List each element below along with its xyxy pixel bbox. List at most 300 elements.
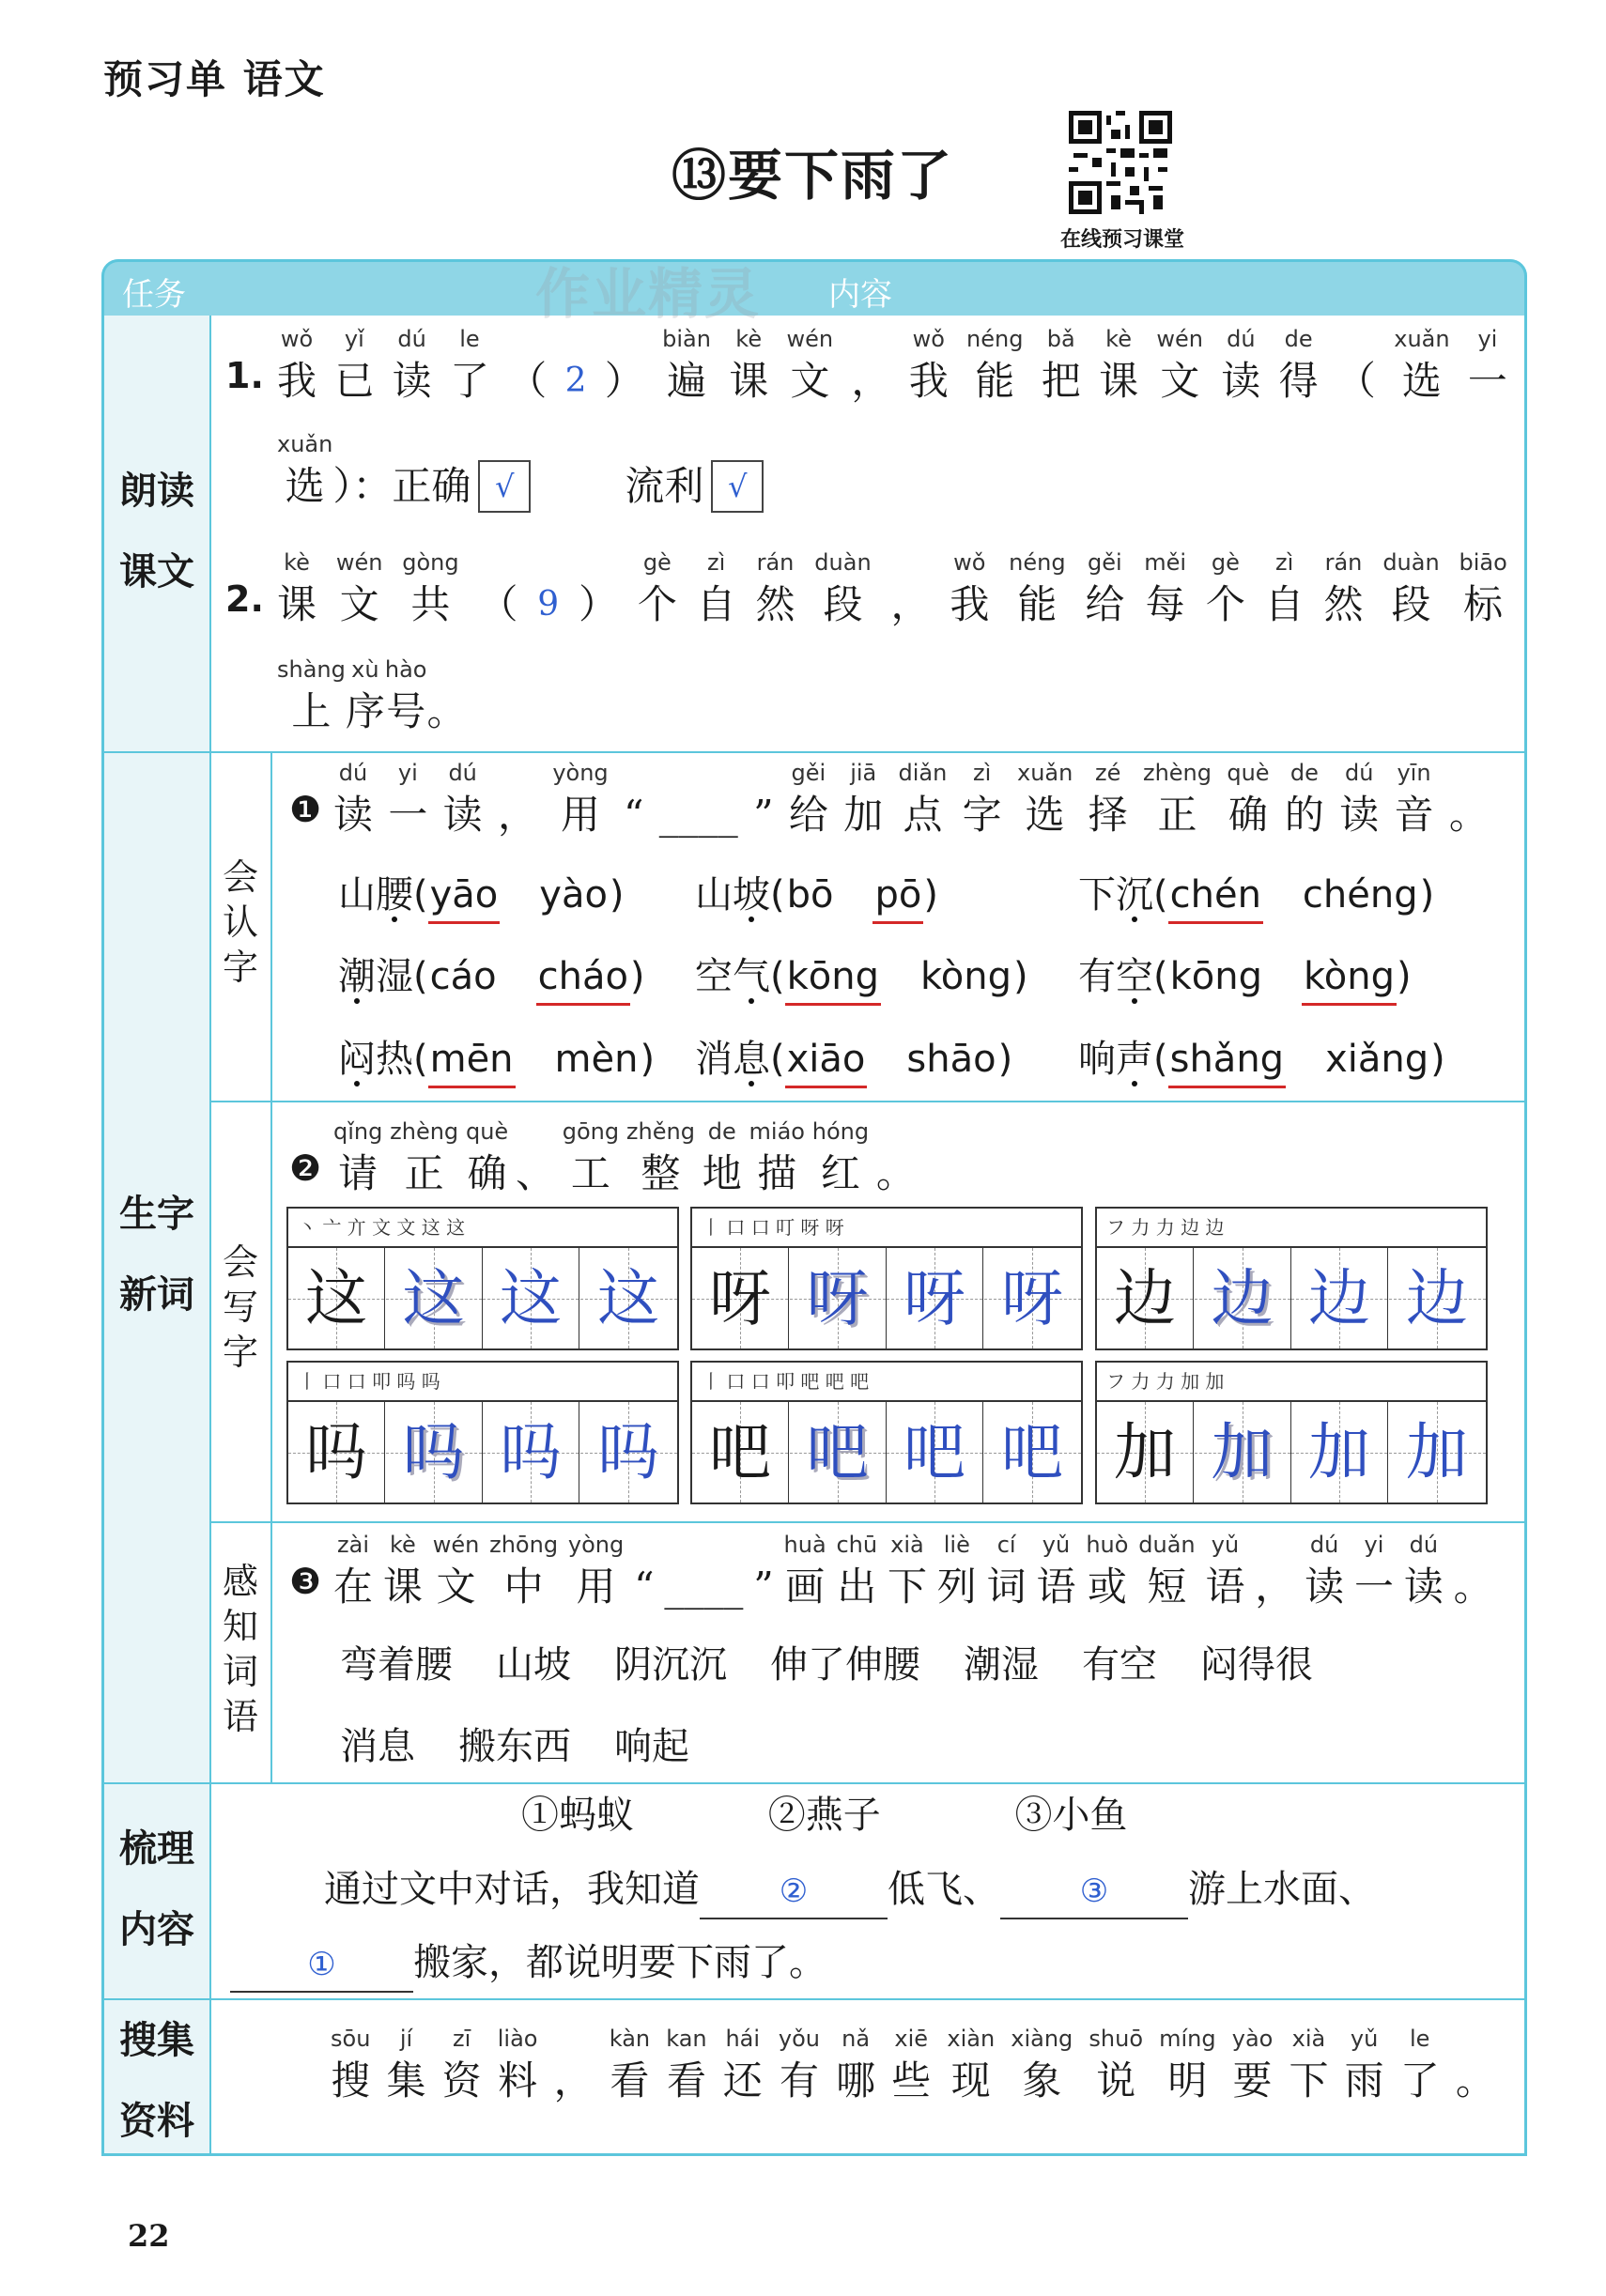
hanzi: 看	[610, 2057, 650, 2103]
trace-char-cell[interactable]	[580, 1248, 677, 1348]
pinyin: xià	[890, 1532, 924, 1558]
pinyin: rán	[756, 549, 795, 576]
glyph	[659, 757, 738, 841]
pinyin: huà	[783, 1532, 826, 1558]
pinyin: de	[707, 1118, 736, 1145]
pinyin: wén	[432, 1532, 480, 1558]
hanzi: 哪	[836, 2057, 876, 2103]
glyph	[336, 547, 383, 631]
reading-option[interactable]: kōng	[1169, 955, 1262, 998]
pinyin: gè	[1211, 549, 1240, 576]
paren: )	[923, 873, 938, 917]
hanzi: 工	[570, 1150, 610, 1196]
glyph	[1017, 757, 1073, 841]
hanzi: 整	[641, 1150, 681, 1196]
char: 吗	[402, 1416, 465, 1488]
glyph	[1382, 547, 1439, 631]
hanzi: ，	[851, 358, 891, 404]
paren: )	[1419, 873, 1435, 917]
hanzi: 用	[560, 792, 600, 838]
dotted-char: 坡	[733, 873, 770, 917]
trace-char-cell[interactable]	[887, 1248, 983, 1348]
glyph	[1336, 323, 1376, 408]
glyph	[787, 323, 834, 408]
stroke-order: フ 力 力 边 边	[1097, 1209, 1486, 1248]
pinyin: yi	[1477, 326, 1498, 352]
content-column-header: 内容	[828, 276, 892, 314]
pinyin: yòng	[567, 1532, 625, 1558]
glyph	[836, 1529, 877, 1613]
paren: (	[770, 955, 785, 998]
glyph	[1089, 2023, 1143, 2107]
paren: )	[997, 1038, 1013, 1081]
fluent-checkbox[interactable]: √	[711, 460, 764, 513]
writing-grid	[1095, 1361, 1488, 1504]
pinyin: gěi	[791, 760, 826, 786]
reading-option[interactable]: bō	[786, 873, 834, 917]
glyph	[1232, 2023, 1274, 2107]
task-collect: 搜集资料	[119, 2019, 194, 2143]
pinyin: xuǎn	[1394, 326, 1450, 352]
hanzi: 还	[722, 2057, 763, 2103]
glyph	[277, 547, 317, 631]
reading-option[interactable]: mēn	[428, 1033, 516, 1088]
word-char: 消	[695, 1038, 733, 1081]
pronunciation-choice	[338, 1033, 655, 1088]
answer-blank-1[interactable]: ②	[700, 1865, 888, 1919]
glyph	[963, 757, 1002, 841]
hanzi: 词	[986, 1564, 1027, 1610]
write-instruction	[333, 1116, 916, 1200]
hanzi: 中	[503, 1564, 544, 1610]
pinyin: dú	[338, 760, 368, 786]
pinyin: yǔ	[1042, 1532, 1071, 1558]
glyph	[478, 547, 517, 631]
hanzi: ，	[1255, 1564, 1295, 1610]
hanzi: ”	[753, 1564, 774, 1610]
glyph	[563, 1116, 619, 1200]
pinyin: néng	[966, 326, 1024, 352]
pinyin: kè	[284, 549, 310, 576]
pronunciation-choice	[338, 950, 645, 1006]
book-header: 预习单 语文	[103, 56, 326, 102]
glyph	[537, 547, 559, 631]
hanzi: ”	[753, 792, 774, 838]
glyph	[836, 2023, 875, 2107]
trace-char-cell[interactable]	[984, 1402, 1081, 1502]
hanzi: 短	[1147, 1564, 1187, 1610]
glyph	[814, 547, 871, 631]
glyph	[333, 1529, 373, 1613]
char: 吧	[709, 1416, 771, 1488]
hanzi: 看	[666, 2057, 706, 2103]
dotted-char: 闷	[338, 1038, 376, 1081]
reading-option[interactable]: yào	[539, 873, 608, 917]
pinyin: xù	[351, 656, 379, 683]
pinyin: biāo	[1459, 549, 1507, 576]
reading-option[interactable]: kòng	[1302, 950, 1397, 1006]
hanzi: 的	[1284, 792, 1324, 838]
hanzi: 文	[790, 358, 830, 404]
divider	[104, 1782, 1524, 1784]
pinyin: miáo	[749, 1118, 805, 1145]
divider	[209, 1521, 1524, 1523]
glyph	[753, 757, 773, 841]
hanzi: 序	[345, 688, 385, 734]
hanzi: 一	[388, 792, 428, 838]
paren: (	[1153, 873, 1168, 917]
glyph	[610, 2023, 650, 2107]
pinyin: duàn	[814, 549, 872, 576]
hanzi: 然	[1323, 581, 1364, 627]
glyph	[666, 2023, 706, 2107]
glyph	[605, 323, 644, 408]
trace-char-cell[interactable]	[1195, 1402, 1291, 1502]
vocab-word: 山坡	[496, 1643, 571, 1687]
divider	[104, 1998, 1524, 2000]
paren: )	[1012, 955, 1028, 998]
hanzi: 列	[936, 1564, 977, 1610]
answer-blank-3[interactable]: ①	[230, 1938, 413, 1993]
hanzi: 能	[1017, 581, 1058, 627]
glyph	[1221, 323, 1260, 408]
glyph	[1099, 323, 1138, 408]
paren: )	[609, 873, 625, 917]
hanzi: 。	[1448, 792, 1489, 838]
hanzi: 自	[1264, 581, 1305, 627]
pinyin: zhèng	[390, 1118, 459, 1145]
hanzi: 了	[449, 358, 489, 404]
glyph	[779, 2023, 820, 2107]
paren: (	[770, 873, 785, 917]
glyph	[466, 1116, 508, 1200]
char: 这	[402, 1262, 465, 1334]
hanzi: 读	[392, 358, 432, 404]
hanzi: ）	[578, 581, 618, 627]
glyph	[1400, 2023, 1440, 2107]
trace-char-cell[interactable]	[483, 1248, 579, 1348]
hanzi: 雨	[1344, 2057, 1384, 2103]
writing-grid	[286, 1207, 679, 1350]
pinyin: hào	[384, 656, 427, 683]
pronunciation-choice	[1078, 869, 1434, 924]
dotted-char: 气	[733, 955, 770, 998]
glyph	[516, 1116, 555, 1200]
qr-code[interactable]	[1069, 111, 1172, 214]
hanzi: 我	[277, 358, 317, 404]
vocab-word: 阴沉沉	[614, 1643, 727, 1687]
glyph	[1339, 757, 1379, 841]
pinyin: cí	[996, 1532, 1016, 1558]
pinyin: qǐng	[333, 1118, 383, 1145]
char: 吧	[903, 1416, 965, 1488]
char: 呀	[1001, 1262, 1063, 1334]
paren: )	[1430, 1038, 1445, 1081]
hanzi: 地	[702, 1150, 742, 1196]
glyph	[385, 654, 427, 738]
reading-option[interactable]: kòng	[920, 955, 1011, 998]
hanzi: 在	[333, 1564, 374, 1610]
reading-option[interactable]: shāo	[906, 1038, 996, 1081]
hanzi: 确	[1228, 792, 1268, 838]
hanzi: 正	[1157, 792, 1197, 838]
trace-char-cell[interactable]	[1389, 1248, 1486, 1348]
vocab-word: 响起	[614, 1725, 689, 1768]
hanzi: 能	[975, 358, 1015, 404]
glyph	[507, 323, 547, 408]
reading-option[interactable]: cáo	[429, 955, 497, 998]
paren: (	[413, 873, 428, 917]
model-char-cell	[288, 1402, 385, 1502]
trace-char-cell[interactable]	[790, 1248, 887, 1348]
vocab-word: 消息	[340, 1725, 415, 1768]
hanzi: 一	[1353, 1564, 1394, 1610]
hanzi: 给	[788, 792, 828, 838]
task-sort: 梳理内容	[119, 1827, 194, 1951]
hanzi: 标	[1463, 581, 1504, 627]
watermark: 作业精灵	[535, 262, 762, 326]
hanzi: 资	[441, 2057, 482, 2103]
answer-blank-2[interactable]: ③	[1000, 1865, 1188, 1919]
perceive-instruction	[333, 1529, 1493, 1613]
glyph	[277, 654, 346, 738]
q1-line	[277, 323, 1507, 408]
glyph	[393, 323, 432, 408]
pinyin: bǎ	[1046, 326, 1075, 352]
pinyin: hóng	[811, 1118, 870, 1145]
glyph	[1354, 1529, 1394, 1613]
hanzi: 遍	[666, 358, 706, 404]
char: 吗	[597, 1416, 659, 1488]
q2-line	[277, 547, 1507, 631]
pinyin: dú	[448, 760, 477, 786]
sort-sentence-2: ① 搬家，都说明要下雨了。	[230, 1936, 826, 1993]
vocab-word: 闷得很	[1200, 1643, 1313, 1687]
pinyin: gěi	[1088, 549, 1122, 576]
paren: (	[413, 1038, 428, 1081]
glyph	[749, 1116, 805, 1200]
glyph	[568, 1529, 624, 1613]
word-list-row-1	[340, 1639, 1356, 1691]
word-char: 山	[338, 873, 376, 917]
glyph	[565, 323, 587, 408]
perceive-number: ❸	[289, 1561, 322, 1602]
pinyin: zhōng	[489, 1532, 559, 1558]
pinyin: yào	[1231, 2026, 1274, 2052]
dotted-char: 空	[1116, 955, 1153, 998]
pinyin: duàn	[1382, 549, 1440, 576]
pinyin: què	[465, 1118, 509, 1145]
glyph	[442, 2023, 482, 2107]
hanzi: 读	[1339, 792, 1380, 838]
trace-char-cell[interactable]	[1291, 1402, 1388, 1502]
stroke-order: 丨 口 口 叮 呀 呀	[692, 1209, 1081, 1248]
reading-option[interactable]: cháo	[536, 950, 630, 1006]
pinyin: gè	[642, 549, 672, 576]
hanzi: 。	[426, 688, 467, 734]
pronunciation-choice	[695, 869, 938, 924]
hanzi: 把	[1041, 358, 1081, 404]
trace-char-cell[interactable]	[887, 1402, 983, 1502]
task-column-header: 任务	[122, 276, 186, 314]
hanzi: 些	[891, 2057, 932, 2103]
reading-option[interactable]: kōng	[785, 950, 881, 1006]
trace-char-cell[interactable]	[790, 1402, 887, 1502]
writing-grid	[690, 1207, 1083, 1350]
reading-option[interactable]: shǎng	[1168, 1033, 1286, 1088]
char: 这	[500, 1262, 562, 1334]
glyph	[753, 1529, 773, 1613]
trace-char-cell[interactable]	[1291, 1248, 1388, 1348]
trace-char-cell[interactable]	[580, 1402, 677, 1502]
reading-option[interactable]: pō	[872, 869, 923, 924]
char: 加	[1308, 1416, 1370, 1488]
correct-checkbox[interactable]: √	[478, 460, 531, 513]
pinyin: gòng	[402, 549, 459, 576]
glyph	[383, 1529, 423, 1613]
pinyin: zài	[337, 1532, 369, 1558]
reading-option[interactable]: xiǎng	[1325, 1038, 1429, 1081]
glyph	[1085, 547, 1124, 631]
pinyin: xiàn	[947, 2026, 996, 2052]
pinyin: dú	[1344, 760, 1374, 786]
glyph	[1089, 757, 1128, 841]
hanzi: 择	[1088, 792, 1128, 838]
hanzi: 课	[1099, 358, 1139, 404]
reading-option[interactable]: yāo	[428, 869, 501, 924]
glyph	[390, 1116, 458, 1200]
pinyin: dú	[1227, 326, 1256, 352]
hanzi: 象	[1022, 2057, 1062, 2103]
glyph	[634, 1529, 654, 1613]
glyph	[388, 757, 427, 841]
task-reading: 朗读课文	[119, 470, 194, 593]
glyph	[1456, 2023, 1495, 2107]
reading-option[interactable]: chén	[1168, 869, 1263, 924]
pinyin: liè	[943, 1532, 970, 1558]
pinyin: yīn	[1397, 760, 1431, 786]
vocab-word: 有空	[1082, 1643, 1157, 1687]
dotted-char: 腰	[376, 873, 413, 917]
word-char: 湿	[376, 955, 413, 998]
char: 加	[1211, 1416, 1274, 1488]
dotted-char: 潮	[338, 955, 376, 998]
word-char: 有	[1078, 955, 1116, 998]
hanzi: （	[1336, 358, 1376, 404]
pinyin: gōng	[562, 1118, 620, 1145]
paren: )	[640, 1038, 656, 1081]
hanzi: 。	[1455, 2057, 1495, 2103]
hanzi: ，	[553, 2057, 594, 2103]
glyph	[1285, 757, 1324, 841]
pinyin: jí	[399, 2026, 413, 2052]
glyph	[450, 323, 489, 408]
pinyin: míng	[1159, 2026, 1216, 2052]
pinyin: dú	[397, 326, 426, 352]
pinyin: kan	[666, 2026, 707, 2052]
pinyin: kè	[1105, 326, 1132, 352]
hanzi: 文	[1160, 358, 1200, 404]
word-char: 下	[1078, 873, 1116, 917]
model-char-cell	[692, 1248, 789, 1348]
pinyin: wén	[1156, 326, 1203, 352]
glyph	[1345, 2023, 1384, 2107]
pinyin: jiā	[850, 760, 877, 786]
trace-char-cell[interactable]	[386, 1402, 483, 1502]
pinyin: rán	[1324, 549, 1363, 576]
glyph	[1459, 547, 1507, 631]
hanzi: 课	[729, 358, 769, 404]
hanzi: 说	[1096, 2057, 1136, 2103]
pinyin: dú	[1409, 1532, 1439, 1558]
char: 边	[1406, 1262, 1468, 1334]
pinyin: de	[1284, 326, 1313, 352]
word-char: 空	[695, 955, 733, 998]
char: 吧	[1001, 1416, 1063, 1488]
trace-char-cell[interactable]	[483, 1402, 579, 1502]
glyph	[1394, 323, 1449, 408]
glyph	[664, 1529, 743, 1613]
word-char: 山	[695, 873, 733, 917]
hanzi: （	[507, 358, 548, 404]
char: 加	[1406, 1416, 1468, 1488]
pinyin: diǎn	[898, 760, 948, 786]
paren: (	[413, 955, 428, 998]
divider	[209, 316, 211, 2156]
hanzi: 个	[637, 581, 677, 627]
hanzi: 画	[785, 1564, 826, 1610]
trace-char-cell[interactable]	[386, 1248, 483, 1348]
vocab-word: 潮湿	[964, 1643, 1039, 1687]
glyph	[1227, 757, 1269, 841]
sub-perceive: 感知词语	[222, 1561, 258, 1737]
reading-option[interactable]: chéng	[1302, 873, 1418, 917]
pinyin: néng	[1009, 549, 1066, 576]
glyph	[402, 547, 458, 631]
hanzi: 已	[334, 358, 375, 404]
pinyin: xiàng	[1011, 2026, 1073, 2052]
glyph	[333, 757, 373, 841]
glyph	[1265, 547, 1305, 631]
char: 呀	[709, 1262, 771, 1334]
glyph	[662, 323, 711, 408]
glyph	[626, 1116, 695, 1200]
trace-char-cell[interactable]	[1195, 1248, 1291, 1348]
reading-option[interactable]: xiāo	[785, 1033, 868, 1088]
trace-char-cell[interactable]	[984, 1248, 1081, 1348]
glyph	[333, 1116, 382, 1200]
hanzi: 搜	[331, 2057, 371, 2103]
glyph	[331, 2023, 370, 2107]
glyph	[489, 1529, 558, 1613]
trace-char-cell[interactable]	[1389, 1402, 1486, 1502]
paren: )	[1396, 955, 1412, 998]
hanzi: 字	[962, 792, 1002, 838]
char: 呀	[806, 1262, 869, 1334]
char: 吧	[806, 1416, 869, 1488]
pinyin: què	[1227, 760, 1270, 786]
glyph	[1143, 757, 1212, 841]
glyph	[1323, 547, 1363, 631]
hanzi: ____	[658, 792, 738, 838]
reading-option[interactable]: mèn	[554, 1038, 639, 1081]
glyph	[277, 323, 317, 408]
paren: (	[770, 1038, 785, 1081]
glyph	[579, 547, 618, 631]
divider	[270, 751, 272, 1782]
glyph	[1042, 323, 1081, 408]
divider	[209, 1101, 1524, 1102]
